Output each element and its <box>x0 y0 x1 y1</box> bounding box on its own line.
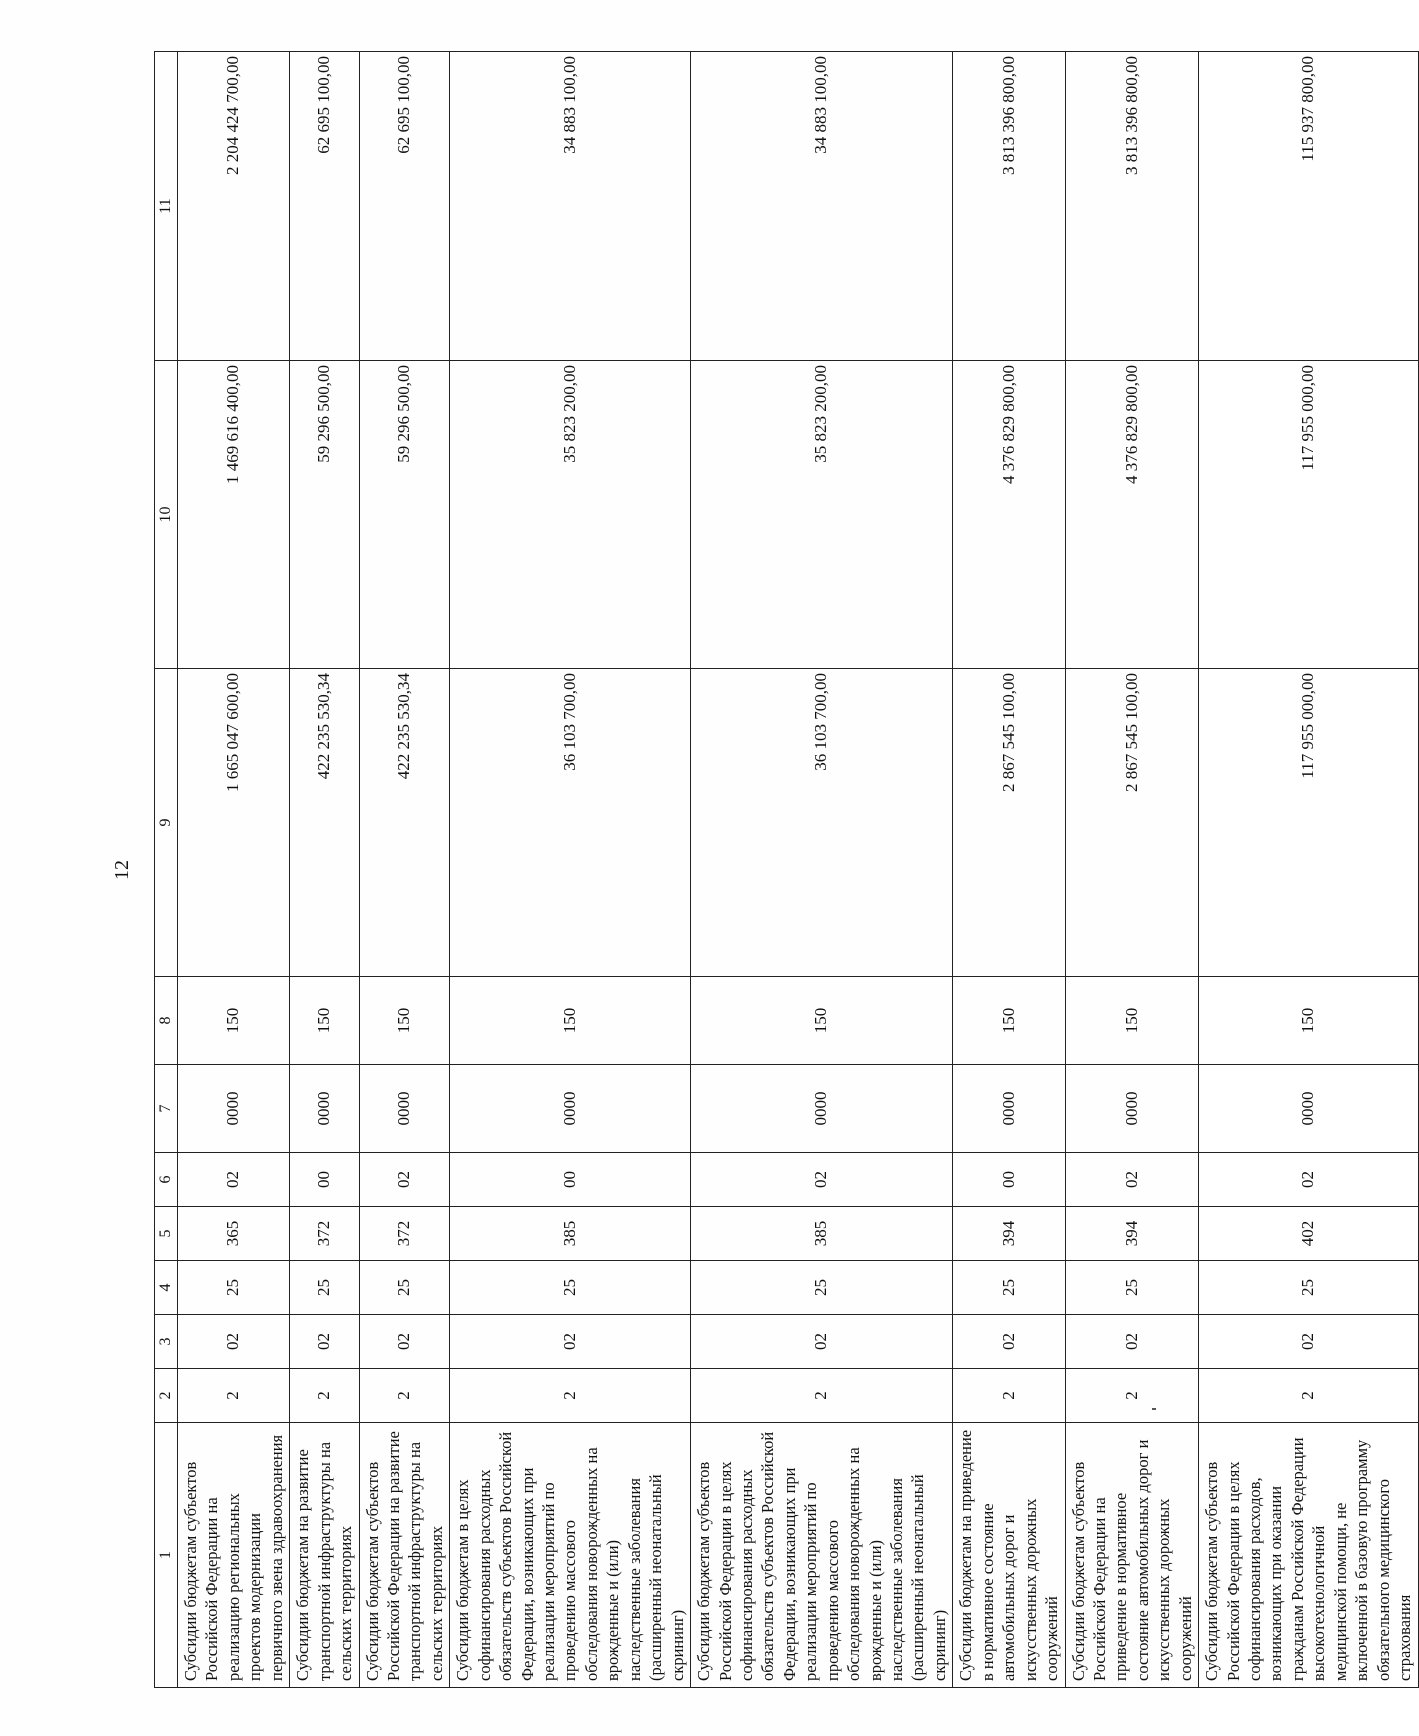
code-cell: 394 <box>953 1207 1065 1261</box>
code-cell: 2 <box>953 1369 1065 1423</box>
code-cell: 385 <box>691 1207 953 1261</box>
code-cell: 2 <box>1199 1369 1418 1423</box>
code-cell: 25 <box>953 1261 1065 1315</box>
header-cell: 9 <box>155 669 178 977</box>
table-row <box>290 52 359 1688</box>
row-name-cell: Субсидии бюджетам субъектов Российской Федерации в целях софинансирования расходных обязательств субъектов Российской Федерации, возникающих при реализации мероприятий по проведению массового обследования новорожденных на врожденные и (или) наследственные заболевания (расширенный неонатальный скрининг) <box>691 1423 953 1688</box>
code-cell: 0000 <box>178 1065 290 1153</box>
header-cell: 8 <box>155 977 178 1065</box>
page-number: 12 <box>111 860 133 880</box>
table-row <box>1199 52 1418 1688</box>
amount-cell: 1 469 616 400,00 <box>178 361 290 669</box>
header-cell: 4 <box>155 1261 178 1315</box>
header-cell: 1 <box>155 1423 178 1688</box>
amount-cell: 1 665 047 600,00 <box>178 669 290 977</box>
scan-mark <box>1152 1408 1156 1410</box>
amount-cell: 115 937 800,00 <box>1199 52 1418 361</box>
code-cell: 394 <box>1065 1207 1199 1261</box>
amount-cell: 422 235 530,34 <box>290 669 359 977</box>
amount-cell: 34 883 100,00 <box>691 52 953 361</box>
code-cell: 385 <box>450 1207 691 1261</box>
code-cell: 02 <box>1065 1315 1199 1369</box>
amount-cell: 2 867 545 100,00 <box>1065 669 1199 977</box>
header-cell: 5 <box>155 1207 178 1261</box>
code-cell: 02 <box>1199 1315 1418 1369</box>
code-cell: 02 <box>691 1153 953 1207</box>
code-cell: 0000 <box>290 1065 359 1153</box>
table-row <box>953 52 1065 1688</box>
code-cell: 372 <box>359 1207 450 1261</box>
code-cell: 25 <box>691 1261 953 1315</box>
code-cell: 0000 <box>450 1065 691 1153</box>
code-cell: 02 <box>953 1315 1065 1369</box>
code-cell: 150 <box>953 977 1065 1065</box>
code-cell: 25 <box>290 1261 359 1315</box>
code-cell: 25 <box>178 1261 290 1315</box>
amount-cell: 35 823 200,00 <box>691 361 953 669</box>
code-cell: 02 <box>1065 1153 1199 1207</box>
code-cell: 02 <box>359 1315 450 1369</box>
code-cell: 25 <box>1065 1261 1199 1315</box>
code-cell: 150 <box>1199 977 1418 1065</box>
code-cell: 150 <box>178 977 290 1065</box>
amount-cell: 59 296 500,00 <box>290 361 359 669</box>
header-cell: 11 <box>155 52 178 361</box>
code-cell: 0000 <box>691 1065 953 1153</box>
table-row <box>450 52 691 1688</box>
budget-table <box>154 51 1419 1688</box>
amount-cell: 36 103 700,00 <box>691 669 953 977</box>
header-cell: 6 <box>155 1153 178 1207</box>
code-cell: 402 <box>1199 1207 1418 1261</box>
code-cell: 2 <box>359 1369 450 1423</box>
code-cell: 2 <box>691 1369 953 1423</box>
table-row <box>359 52 450 1688</box>
header-cell: 7 <box>155 1065 178 1153</box>
amount-cell: 62 695 100,00 <box>290 52 359 361</box>
code-cell: 150 <box>359 977 450 1065</box>
table-row <box>691 52 953 1688</box>
code-cell: 02 <box>290 1315 359 1369</box>
amount-cell: 4 376 829 800,00 <box>1065 361 1199 669</box>
amount-cell: 117 955 000,00 <box>1199 669 1418 977</box>
code-cell: 25 <box>450 1261 691 1315</box>
amount-cell: 35 823 200,00 <box>450 361 691 669</box>
code-cell: 02 <box>691 1315 953 1369</box>
header-cell: 2 <box>155 1369 178 1423</box>
table-row <box>1065 52 1199 1688</box>
row-name-cell: Субсидии бюджетам субъектов Российской Федерации на приведение в нормативное состояние автомобильных дорог и искусственных дорожных сооружений <box>1065 1423 1199 1688</box>
code-cell: 150 <box>691 977 953 1065</box>
row-name-cell: Субсидии бюджетам субъектов Российской Федерации на реализацию региональных проектов модернизации первичного звена здравоохранения <box>178 1423 290 1688</box>
code-cell: 0000 <box>1199 1065 1418 1153</box>
code-cell: 2 <box>1065 1369 1199 1423</box>
code-cell: 00 <box>450 1153 691 1207</box>
code-cell: 0000 <box>359 1065 450 1153</box>
code-cell: 150 <box>290 977 359 1065</box>
amount-cell: 62 695 100,00 <box>359 52 450 361</box>
row-name-cell: Субсидии бюджетам на приведение в нормативное состояние автомобильных дорог и искусственных дорожных сооружений <box>953 1423 1065 1688</box>
header-row <box>155 52 178 1688</box>
rotated-content <box>96 52 1415 1688</box>
code-cell: 25 <box>1199 1261 1418 1315</box>
code-cell: 150 <box>450 977 691 1065</box>
code-cell: 2 <box>178 1369 290 1423</box>
row-name-cell: Субсидии бюджетам на развитие транспортной инфраструктуры на сельских территориях <box>290 1423 359 1688</box>
code-cell: 02 <box>1199 1153 1418 1207</box>
code-cell: 2 <box>290 1369 359 1423</box>
row-name-cell: Субсидии бюджетам в целях софинансирования расходных обязательств субъектов Российской Федерации, возникающих при реализации мероприятий по проведению массового обследования новорожденных на врожденные и (или) наследственные заболевания (расширенный неонатальный скрининг) <box>450 1423 691 1688</box>
header-cell: 10 <box>155 361 178 669</box>
amount-cell: 2 867 545 100,00 <box>953 669 1065 977</box>
code-cell: 372 <box>290 1207 359 1261</box>
amount-cell: 59 296 500,00 <box>359 361 450 669</box>
code-cell: 00 <box>290 1153 359 1207</box>
code-cell: 02 <box>178 1315 290 1369</box>
table-row <box>178 52 290 1688</box>
header-cell: 3 <box>155 1315 178 1369</box>
amount-cell: 34 883 100,00 <box>450 52 691 361</box>
code-cell: 02 <box>178 1153 290 1207</box>
code-cell: 02 <box>450 1315 691 1369</box>
code-cell: 365 <box>178 1207 290 1261</box>
code-cell: 0000 <box>953 1065 1065 1153</box>
amount-cell: 2 204 424 700,00 <box>178 52 290 361</box>
code-cell: 150 <box>1065 977 1199 1065</box>
code-cell: 02 <box>359 1153 450 1207</box>
amount-cell: 422 235 530,34 <box>359 669 450 977</box>
amount-cell: 3 813 396 800,00 <box>953 52 1065 361</box>
code-cell: 00 <box>953 1153 1065 1207</box>
code-cell: 0000 <box>1065 1065 1199 1153</box>
code-cell: 2 <box>450 1369 691 1423</box>
amount-cell: 3 813 396 800,00 <box>1065 52 1199 361</box>
code-cell: 25 <box>359 1261 450 1315</box>
amount-cell: 36 103 700,00 <box>450 669 691 977</box>
row-name-cell: Субсидии бюджетам субъектов Российской Федерации в целях софинансирования расходов, возникающих при оказании гражданам Российской Федерации высокотехнологичной медицинской помощи, не включенной в базовую программу обязательного медицинского страхования <box>1199 1423 1418 1688</box>
row-name-cell: Субсидии бюджетам субъектов Российской Федерации на развитие транспортной инфраструктуры на сельских территориях <box>359 1423 450 1688</box>
amount-cell: 4 376 829 800,00 <box>953 361 1065 669</box>
amount-cell: 117 955 000,00 <box>1199 361 1418 669</box>
